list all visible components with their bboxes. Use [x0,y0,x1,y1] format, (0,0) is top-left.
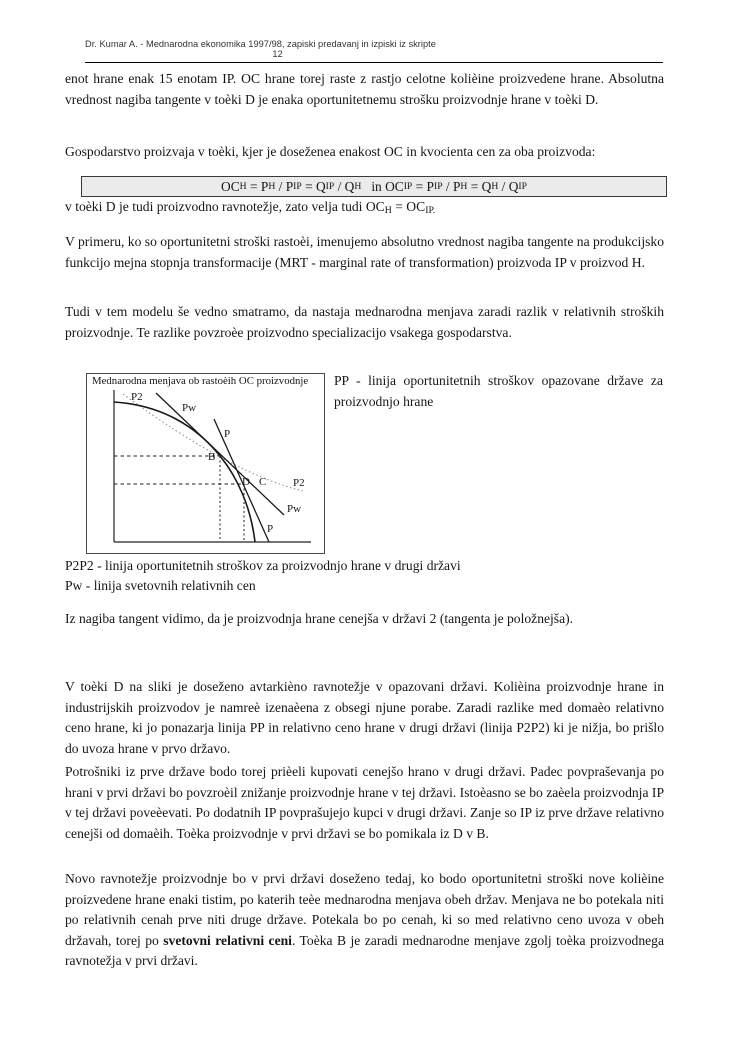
paragraph-nagib-tangent: Iz nagiba tangent vidimo, da je proizvodnja hrane cenejša v državi 2 (tangenta je položnejša). [65,611,574,626]
paragraph-tocka-d-ravnotezje: v toèki D je tudi proizvodno ravnotežje, zato velja tudi $OC_H = OC_{IP.}$ [65,199,436,216]
label-pw-top: Pw [182,402,197,414]
label-p2-top: P2 [131,391,143,403]
label-p2-right: P2 [293,477,305,489]
page-number: 12 [272,49,283,59]
header-rule [85,62,663,63]
label-p-bottom: P [267,523,274,535]
figure-chart [86,373,325,554]
label-point-d: D [242,476,250,488]
label-point-c: C [259,476,267,488]
label-pw-bottom: Pw [287,503,302,515]
figure-svg [87,374,324,553]
paragraph-mrt: V primeru, ko so oportunitetni stroški rastoèi, imenujemo absolutno vrednost nagiba tangente na produkcijsko funkcijo mejna stopnja transformacije (MRT - marginal rate of transformation) proizvoda IP v proizvod H. [65,234,664,270]
paragraph-oc-hrane: enot hrane enak 15 enotam IP. OC hrane torej raste z rastjo celotne kolièine proizvedene hrane. Absolutna vrednost nagiba tangente v toèki D je enaka oportunitetnemu strošku proizvodnje hrane v toèki D. [65,71,664,107]
paragraph-avtarkicno: V toèki D na sliki je doseženo avtarkièno ravnotežje v opazovani državi. Kolièina proizvodnje hrane in industrijskih proizvodov je namreè izenaèena z obsegi njune porabe. Zaradi razlike med domaèo relativno ceno hrane, ki jo ponazarja linija PP in relativno ceno hrane v drugi državi (linija P2P2) ki je nižja, bo prišlo do uvoza hrane v prvo državo. [65,679,664,756]
label-point-b: B [208,451,216,463]
formula-box: OC H = P H / P IP = Q IP / Q H in OC IP = P IP / P H = Q H / Q IP [81,176,667,197]
paragraph-novo-ravnotezje: Novo ravnotežje proizvodnje bo v prvi državi doseženo tedaj, ko bodo oportunitetni stroški nove kolièine proizvedene hrane enaki tistim, po katerih teèe mednarodna menjava obeh držav. Menjava ne bo potekala niti po relativnih cenah prve niti druge države. Potekala bo po cenah, ki so med relativno ceno uvoza v obeh državah, torej po svetovni relativni ceni. Toèka B je zaradi mednarodne menjave zgolj toèka proizvodnega ravnotežja v prvi državi. [65,871,664,969]
caption-pp: PP - linija oportunitetnih stroškov opazovane države za proizvodnjo hrane [334,373,663,409]
paragraph-gospodarstvo: Gospodarstvo proizvaja v toèki, kjer je doseženea enakost OC in kvocienta cen za oba proizvoda: [65,144,596,159]
caption-p2p2: P2P2 - linija oportunitetnih stroškov za proizvodnjo hrane v drugi državi [65,558,461,573]
ppf-curve [114,402,255,542]
label-p-top: P [224,428,231,440]
paragraph-potrosniki: Potrošniki iz prve države bodo torej prièeli kupovati cenejšo hrano v drugi državi. Padec povpraševanja po hrani v prvi državi bo povzroèil znižanje proizvodnje hrane v tej državi. Istoèasno se bo zaèela proizvodnja IP v tej državi poveèevati. Po dodatnih IP povprašujejo kupci v drugi državi. Zanje so IP iz prve države relativno cenejši od domaèih. Toèka proizvodnje v prvi državi se bo pomikala iz D v B. [65,764,664,841]
caption-pw: Pw - linija svetovnih relativnih cen [65,578,256,593]
figure-title: Mednarodna menjava ob rastoèih OC proizvodnje [92,375,309,387]
paragraph-model: Tudi v tem modelu še vedno smatramo, da nastaja mednarodna menjava zaradi razlik v relativnih stroških proizvodnje. Te razlike povzroèe proizvodno specializacijo vsakega gospodarstva. [65,304,664,340]
page-header: Dr. Kumar A. - Mednarodna ekonomika 1997/98, zapiski predavanj in izpiski iz skripte [85,39,436,49]
